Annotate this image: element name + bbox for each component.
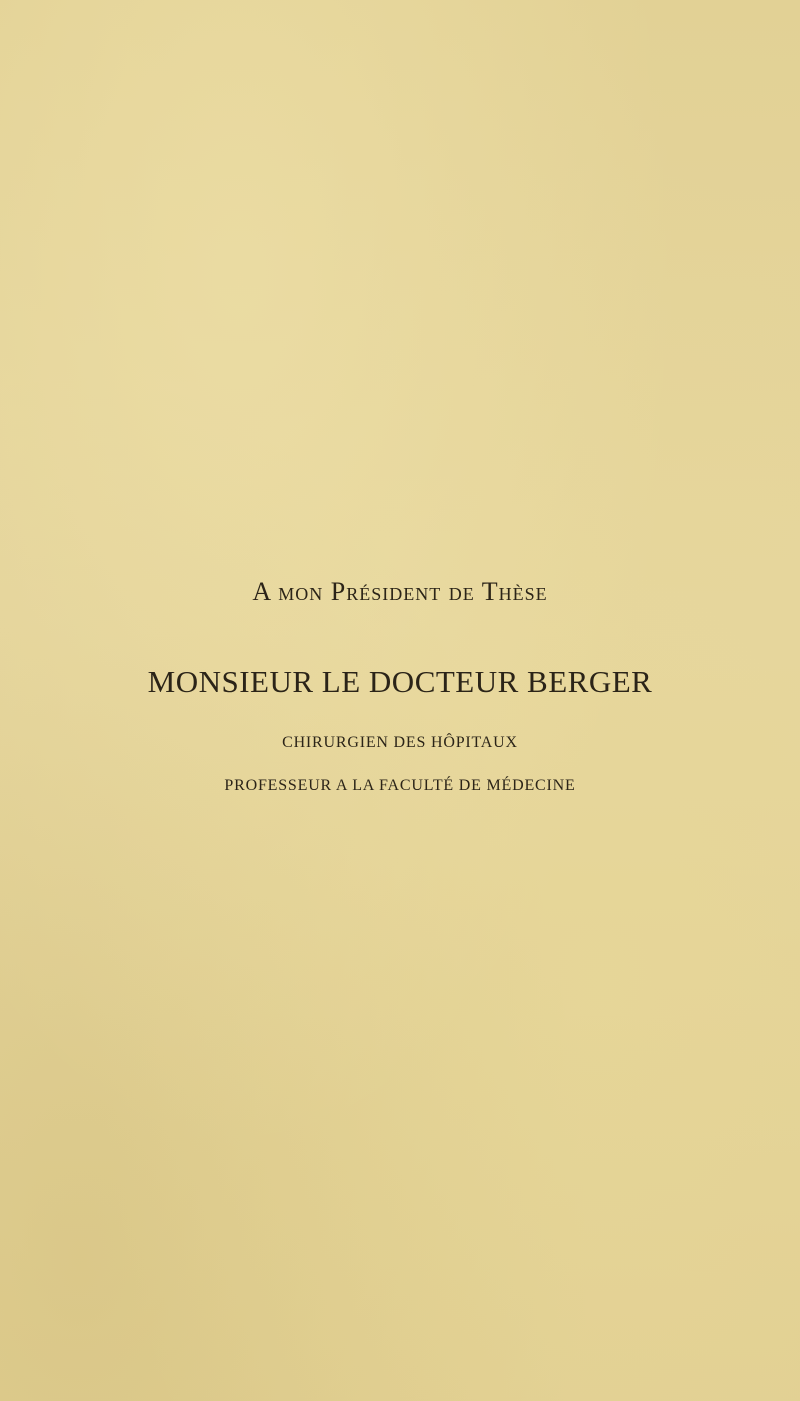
dedication-heading: A mon Président de Thèse	[252, 577, 548, 606]
dedicatee-title-professor: PROFESSEUR A LA FACULTÉ DE MÉDECINE	[224, 777, 576, 794]
dedicatee-name: MONSIEUR LE DOCTEUR BERGER	[147, 664, 653, 699]
dedicatee-title-surgeon: CHIRURGIEN DES HÔPITAUX	[282, 734, 518, 751]
